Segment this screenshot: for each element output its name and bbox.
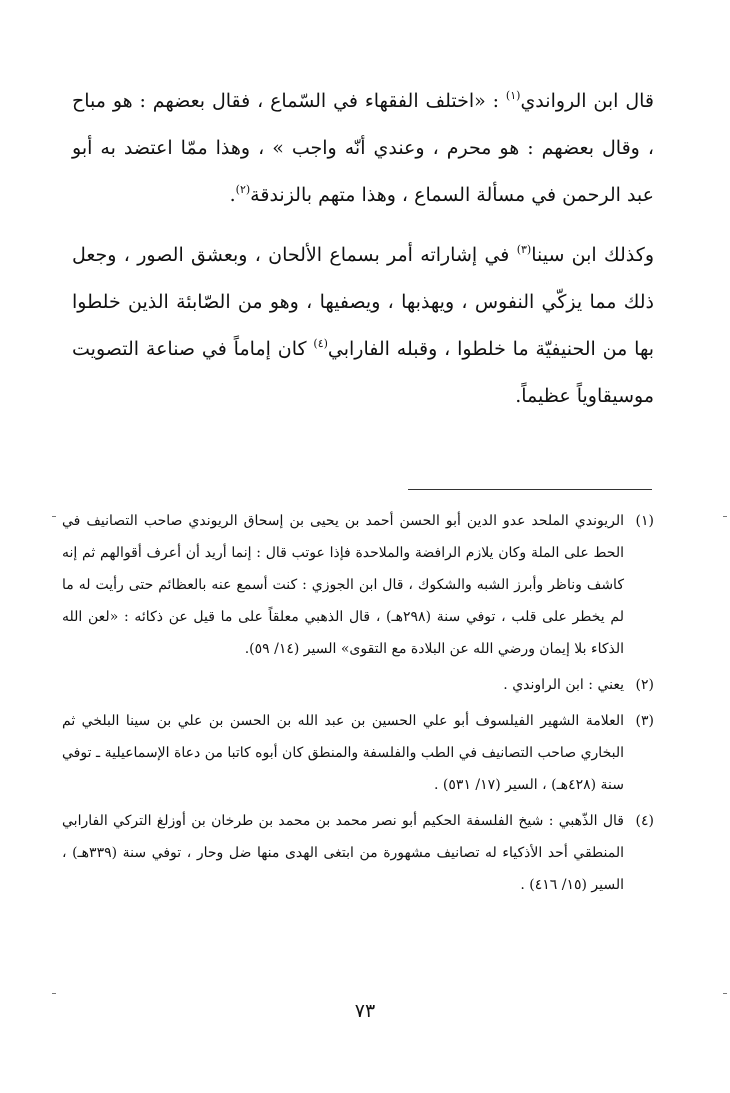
paragraph-2-text-a: وكذلك ابن سينا — [531, 244, 654, 266]
footnote-4-number: (٤) — [635, 813, 654, 829]
footnote-4-text: قال الذّهبي : شيخ الفلسفة الحكيم أبو نصر محمد بن محمد بن طرخان بن أوزلغ التركي الفارابي المنطقي أحد الأذكياء له تصانيف مشهورة من ابتغى الهدى منها ضل وحار ، توفي سنة (٣٣٩هـ) ، السير (١٥/ ٤١٦) . — [62, 813, 624, 893]
footnote-1 — [62, 505, 654, 665]
footnote-separator — [408, 489, 652, 490]
footnote-1-text: الريوندي الملحد عدو الدين أبو الحسن أحمد بن يحيى بن إسحاق الريوندي صاحب التصانيف في الحط على الملة وكان يلازم الرافضة والملاحدة فإذا عوتب قال : إنما أريد أن أعرف أقوالهم ثم إنه كاشف وناظر وأبرز الشبه والشكوك ، قال ابن الجوزي : كنت أسمع عنه بالعظائم حتى رأيت له ما لم يخطر على قلب ، توفي سنة (٢٩٨هـ) ، قال الذهبي معلقاً على ما قيل عن ذكائه : «لعن الله الذكاء بلا إيمان ورضي الله عن البلادة مع التقوى» السير (١٤/ ٥٩). — [62, 513, 624, 657]
footnote-3-text: العلامة الشهير الفيلسوف أبو علي الحسين بن عبد الله بن الحسن بن علي بن سينا البلخي ثم البخاري صاحب التصانيف في الطب والفلسفة والمنطق كان أبوه كاتبا من دعاة الإسماعيلية ـ توفي سنة (٤٢٨هـ) ، السير (١٧/ ٥٣١) . — [62, 713, 624, 793]
margin-tick — [52, 516, 56, 517]
footnote-3 — [62, 705, 654, 801]
paragraph-1-text-b: : «اختلف الفقهاء في السّماع ، فقال بعضهم : هو مباح ، وقال بعضهم : هو محرم ، وعندي أنّه واجب » ، وهذا ممّا اعتضد به أبو عبد الرحمن في مسألة السماع ، وهذا متهم بالزندقة — [72, 90, 654, 206]
footnote-2-number: (٢) — [635, 677, 654, 693]
margin-tick — [52, 993, 56, 994]
footnotes — [62, 505, 654, 905]
paragraph-2-text-c: كان إماماً في صناعة التصويت موسيقاوياً عظيماً. — [72, 338, 654, 407]
footnote-3-number: (٣) — [635, 713, 654, 729]
margin-tick — [723, 993, 727, 994]
paragraph-2-text-b: في إشاراته أمر بسماع الألحان ، وبعشق الصور ، وجعل ذلك مما يزكّي النفوس ، ويهذبها ، ويصفيها ، وهو من الصّابئة الذين خلطوا بها من الحنيفيّة ما خلطوا ، وقبله الفارابي — [72, 244, 654, 360]
footnote-2-text: يعني : ابن الراوندي . — [503, 677, 624, 693]
footnote-1-number: (١) — [635, 513, 654, 529]
paragraph-1 — [72, 78, 654, 219]
footnote-2 — [62, 669, 654, 701]
footnote-ref-2[interactable]: (٢) — [235, 183, 251, 196]
paragraph-1-text-c: . — [229, 184, 236, 206]
footnote-4 — [62, 805, 654, 901]
main-text — [72, 78, 654, 420]
paragraph-2 — [72, 232, 654, 420]
page-number: ٧٣ — [354, 1000, 376, 1022]
margin-tick — [723, 516, 727, 517]
footnote-ref-1[interactable]: (١) — [505, 89, 521, 102]
paragraph-1-text-a: قال ابن الرواندي — [520, 90, 654, 112]
footnote-ref-3[interactable]: (٣) — [516, 243, 532, 256]
footnote-ref-4[interactable]: (٤) — [313, 337, 328, 350]
